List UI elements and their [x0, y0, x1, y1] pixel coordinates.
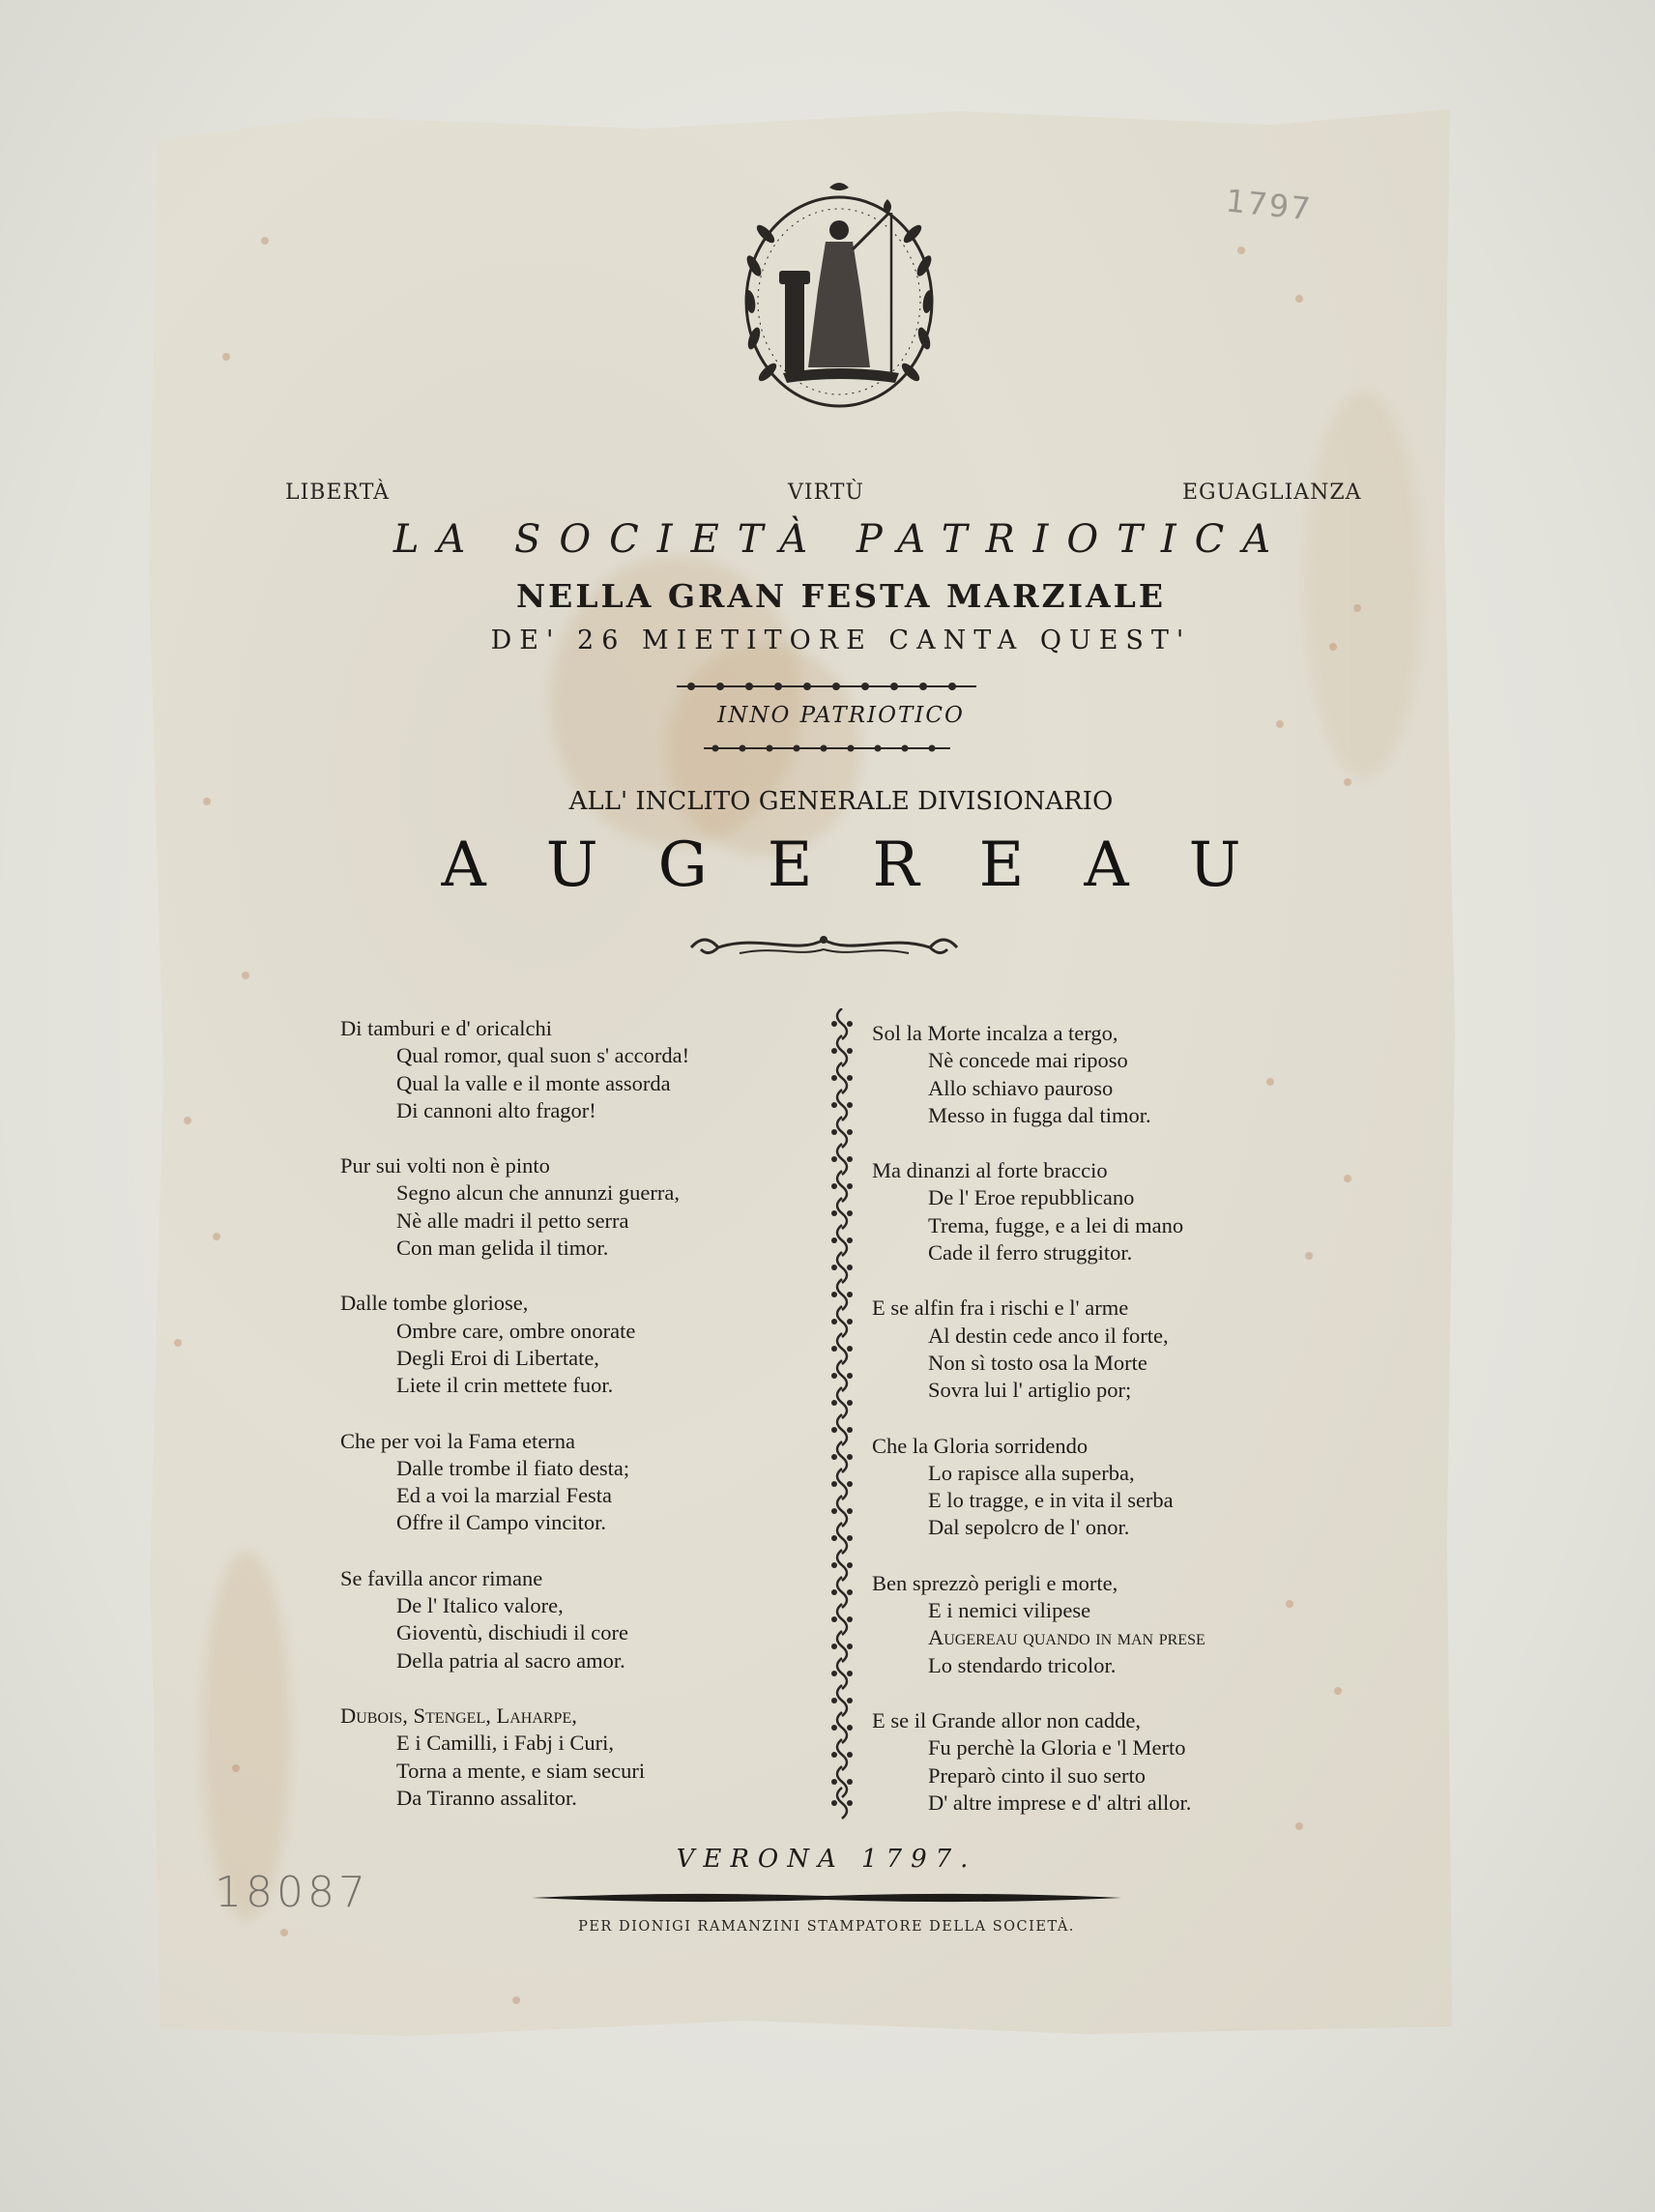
- stanza-right-4: [872, 1433, 1336, 1542]
- verse-line: Dubois, Stengel, Laharpe,: [340, 1703, 577, 1728]
- verse-line: Offre il Campo vincitor.: [396, 1510, 607, 1535]
- verse-line: Sovra lui l' artiglio por;: [928, 1378, 1132, 1403]
- stanza-left-2: [340, 1152, 804, 1262]
- stanza-left-6: [340, 1703, 804, 1812]
- stanza-right-5: [872, 1570, 1336, 1679]
- verse-line: Degli Eroi di Libertate,: [396, 1345, 599, 1370]
- title-date-line: DE' 26 MIETITORE CANTA QUEST': [490, 626, 1192, 655]
- verse-line: E i Camilli, i Fabj i Curi,: [396, 1731, 614, 1756]
- stanza-right-6: [872, 1707, 1336, 1817]
- stanza-right-1: [872, 1020, 1336, 1129]
- verse-line: E i nemici vilipese: [928, 1598, 1091, 1623]
- honoree-name: AUGEREAU: [441, 830, 1301, 901]
- verse-line: Che la Gloria sorridendo: [872, 1433, 1089, 1458]
- verse-line: Gioventù, dischiudi il core: [396, 1620, 628, 1645]
- verse-line: Allo schiavo pauroso: [928, 1075, 1114, 1100]
- motto-eguaglianza: EGUAGLIANZA: [1182, 480, 1362, 505]
- verse-line: Fu perchè la Gloria e 'l Merto: [928, 1735, 1186, 1761]
- verse-line: Nè alle madri il petto serra: [396, 1208, 629, 1233]
- verse-line: Al destin cede anco il forte,: [928, 1323, 1169, 1348]
- verse-line: Di tamburi e d' oricalchi: [340, 1016, 552, 1040]
- verse-line: Torna a mente, e siam securi: [396, 1758, 646, 1783]
- imprint-place-date: VERONA 1797.: [676, 1845, 977, 1874]
- poem-left-column: [340, 1015, 804, 1840]
- verse-line: Trema, fugge, e a lei di mano: [928, 1212, 1184, 1237]
- verse-line: Ben sprezzò perigli e morte,: [872, 1570, 1118, 1595]
- verse-line: Con man gelida il timor.: [396, 1236, 609, 1261]
- stanza-right-3: [872, 1295, 1336, 1404]
- scroll-ornament-icon: [682, 926, 967, 961]
- ornament-rule-small: [704, 741, 950, 756]
- verse-line: Liete il crin mettete fuor.: [396, 1373, 614, 1398]
- stanza-right-2: [872, 1157, 1336, 1266]
- verse-line: Augereau quando in man prese: [928, 1625, 1205, 1650]
- verse-line: Dalle trombe il fiato desta;: [396, 1455, 630, 1480]
- hymn-label: INNO PATRIOTICO: [717, 703, 965, 728]
- handwritten-catalog-number: 18087: [215, 1868, 369, 1917]
- verse-line: Pur sui volti non è pinto: [340, 1153, 550, 1179]
- printer-credit: PER DIONIGI RAMANZINI STAMPATORE DELLA SOCIETÀ.: [578, 1919, 1075, 1935]
- verse-line: Segno alcun che annunzi guerra,: [396, 1180, 681, 1206]
- verse-line: Ed a voi la marzial Festa: [396, 1483, 613, 1508]
- verse-line: Nè concede mai riposo: [928, 1048, 1128, 1073]
- verse-line: Qual la valle e il monte assorda: [396, 1070, 671, 1095]
- stanza-left-5: [340, 1565, 804, 1674]
- ornamental-column-divider-icon: [825, 1008, 859, 1820]
- motto-liberta: LIBERTÀ: [285, 480, 391, 505]
- verse-line: Sol la Morte incalza a tergo,: [872, 1021, 1118, 1045]
- printer-rule-divider: [532, 1890, 1121, 1906]
- verse-line: Messo in fugga dal timor.: [928, 1102, 1151, 1127]
- verse-line: E lo tragge, e in vita il serba: [928, 1488, 1174, 1513]
- stanza-left-4: [340, 1428, 804, 1537]
- stanza-left-3: [340, 1290, 804, 1399]
- verse-line: De l' Italico valore,: [396, 1593, 564, 1618]
- verse-line: Se favilla ancor rimane: [340, 1565, 543, 1590]
- verse-line: Qual romor, qual suon s' accorda!: [396, 1043, 690, 1068]
- verse-line: Di cannoni alto fragor!: [396, 1097, 596, 1122]
- verse-line: Dal sepolcro de l' onor.: [928, 1515, 1130, 1540]
- handwritten-year-annotation: 1797: [1224, 182, 1315, 228]
- verse-line: Della patria al sacro amor.: [396, 1647, 625, 1673]
- verse-line: Ombre care, ombre onorate: [396, 1318, 636, 1343]
- verse-line: Dalle tombe gloriose,: [340, 1291, 529, 1316]
- verse-line: Non sì tosto osa la Morte: [928, 1350, 1147, 1375]
- verse-line: Ma dinanzi al forte braccio: [872, 1158, 1108, 1183]
- verse-line: De l' Eroe repubblicano: [928, 1185, 1135, 1210]
- verse-line: D' altre imprese e d' altri allor.: [928, 1790, 1192, 1815]
- title-societa-patriotica: LA SOCIETÀ PATRIOTICA: [392, 517, 1290, 562]
- verse-line: Lo stendardo tricolor.: [928, 1652, 1117, 1677]
- ornament-rule-top: [677, 677, 976, 696]
- verse-line: E se il Grande allor non cadde,: [872, 1707, 1142, 1732]
- verse-line: Lo rapisce alla superba,: [928, 1460, 1135, 1485]
- poem-right-column: [872, 1020, 1336, 1845]
- motto-virtu: VIRTÙ: [788, 480, 864, 505]
- verse-line: Preparò cinto il suo serto: [928, 1762, 1146, 1788]
- verse-line: Che per voi la Fama eterna: [340, 1428, 576, 1453]
- verse-line: Da Tiranno assalitor.: [396, 1785, 577, 1810]
- stanza-left-1: [340, 1015, 804, 1124]
- verse-line: E se alfin fra i rischi e l' arme: [872, 1295, 1129, 1321]
- liberty-emblem-icon: [725, 174, 953, 418]
- verse-line: Cade il ferro struggitor.: [928, 1240, 1133, 1266]
- title-gran-festa: NELLA GRAN FESTA MARZIALE: [516, 577, 1166, 615]
- dedication-line: ALL' INCLITO GENERALE DIVISIONARIO: [568, 787, 1114, 816]
